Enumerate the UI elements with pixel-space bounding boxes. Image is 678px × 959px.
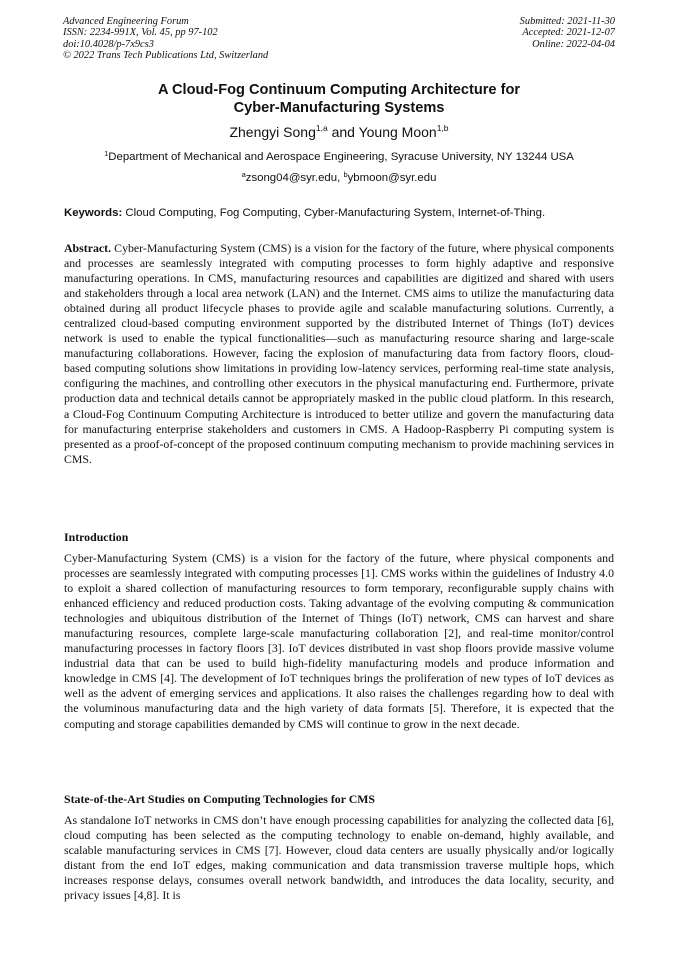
author-2-name: Young Moon xyxy=(358,124,437,140)
title-line-2: Cyber-Manufacturing Systems xyxy=(233,99,445,116)
authors xyxy=(40,123,638,141)
submitted-date: Submitted: 2021-11-30 xyxy=(519,16,615,27)
author-connector: and xyxy=(327,124,359,140)
affiliation-text: Department of Mechanical and Aerospace Engineering, Syracuse University, NY 13244 USA xyxy=(108,151,574,163)
keywords-label: Keywords: xyxy=(64,207,123,219)
publication-dates xyxy=(520,16,615,50)
abstract-paragraph xyxy=(64,241,614,467)
introduction-paragraph: Cyber-Manufacturing System (CMS) is a vision for the factory of the future, where physical components and processes are seamlessly integrated with computing processes [1]. CMS works within the guidelines of Industry 4.0 to exploit a shared collection of manufacturing resources to form temporary, reconfigurable supply chains with enhanced efficiency and reduced production costs. Taking advantage of the evolving computing & communication technologies and ubiquitous distribution of the Internet of Things (IoT) network, CMS can harvest and share manufacturing resources, complete large-scale manufacturing collaboration [2], and real-time monitor/control manufacturing processes in factory floors [3]. IoT devices distributed in vast shop floors provide massive volume industrial data that can be used to build high-fidelity manufacturing models and produce information and knowledge in CMS [4]. The development of IoT techniques brings the proliferation of new types of IoT devices as well as the advent of emerging services and applications. It also raises the challenges regarding how to deal with the voluminous manufacturing data and the high variety of data formats [5]. Therefore, it is expected that the computing and storage capabilities demanded by CMS will continue to grow in the next decade. xyxy=(64,551,614,731)
state-of-art-section xyxy=(64,813,614,903)
accepted-date: Accepted: 2021-12-07 xyxy=(522,27,615,39)
author-2-affiliation-mark: 1,b xyxy=(436,123,449,133)
paper-title xyxy=(40,82,638,117)
copyright: © 2022 Trans Tech Publications Ltd, Switzerland xyxy=(63,50,269,62)
keywords xyxy=(64,206,614,220)
state-of-art-paragraph: As standalone IoT networks in CMS don’t have enough processing capabilities for analyzing the collected data [6], cloud computing has been selected as the computing technology to enable on-demand, highly available, and scalable manufacturing services in CMS [7]. However, cloud data centers are usually physically and/or logically distant from the end IoT edges, making communication and data transmission traverse multiple hops, which increases response delays, consumes overall network bandwidth, and introduces the data locality, security, and privacy issues [4,8]. It is xyxy=(64,813,614,903)
online-date: Online: 2022-04-04 xyxy=(532,38,615,50)
email-b-mark: b xyxy=(343,170,348,179)
author-1-affiliation-mark: 1,a xyxy=(315,123,328,133)
affiliation-mark: 1 xyxy=(104,149,109,158)
affiliation xyxy=(40,150,638,164)
introduction-heading: Introduction xyxy=(64,530,129,544)
doi: doi:10.4028/p-7x9cs3 xyxy=(63,38,154,50)
title-line-1: A Cloud-Fog Continuum Computing Architecture for xyxy=(157,82,521,98)
state-of-art-heading: State-of-the-Art Studies on Computing Technologies for CMS xyxy=(64,792,376,806)
abstract-text: Cyber-Manufacturing System (CMS) is a vision for the factory of the future, where physical components and processes are seamlessly integrated with computing processes to form highly adaptive and responsive manufacturing operations. In CMS, manufacturing resources and capabilities are digitized and shared with users and stakeholders through a local area network (LAN) and the Internet. CMS aims to utilize the manufacturing data obtained during all product lifecycle phases to provide agile and scalable manufacturing solutions. Currently, a centralized cloud-based computing environment supported by the distributed Internet of Things (IoT) devices network is used to enable the typical functionalities—such as manufacturing resource sharing and large-scale manufacturing collaborations. However, facing the explosion of manufacturing data from factory floors, cloud-based computing solutions show limitations in providing low-latency services, performing real-time state analysis, configuring the machines, and controlling other executors in the physical manufacturing end. Furthermore, private production data and technical details cannot be appropriately masked in the public cloud platform. In this research, a Cloud-Fog Continuum Computing Architecture is introduced to better utilize and govern the manufacturing data for manufacturing enterprise stakeholders and customers in CMS. A Hadoop-Raspberry Pi computing system is presented as a proof-of-concept of the proposed continuum computing mechanism to provide machining services in CMS. xyxy=(64,241,614,466)
issn-volume-pages: ISSN: 2234-991X, Vol. 45, pp 97-102 xyxy=(63,27,218,39)
introduction-section xyxy=(64,551,614,732)
email-b: ybmoon@syr.edu xyxy=(347,172,437,184)
keywords-text: Cloud Computing, Fog Computing, Cyber-Manufacturing System, Internet-of-Thing. xyxy=(122,207,546,219)
journal-info xyxy=(63,16,268,62)
abstract-label: Abstract. xyxy=(64,241,112,255)
email-a-mark: a xyxy=(241,170,246,179)
abstract xyxy=(64,241,614,467)
journal-name: Advanced Engineering Forum xyxy=(63,16,189,27)
author-emails xyxy=(40,171,638,185)
email-a: zsong04@syr.edu, xyxy=(245,172,344,184)
author-1-name: Zhengyi Song xyxy=(229,124,316,140)
